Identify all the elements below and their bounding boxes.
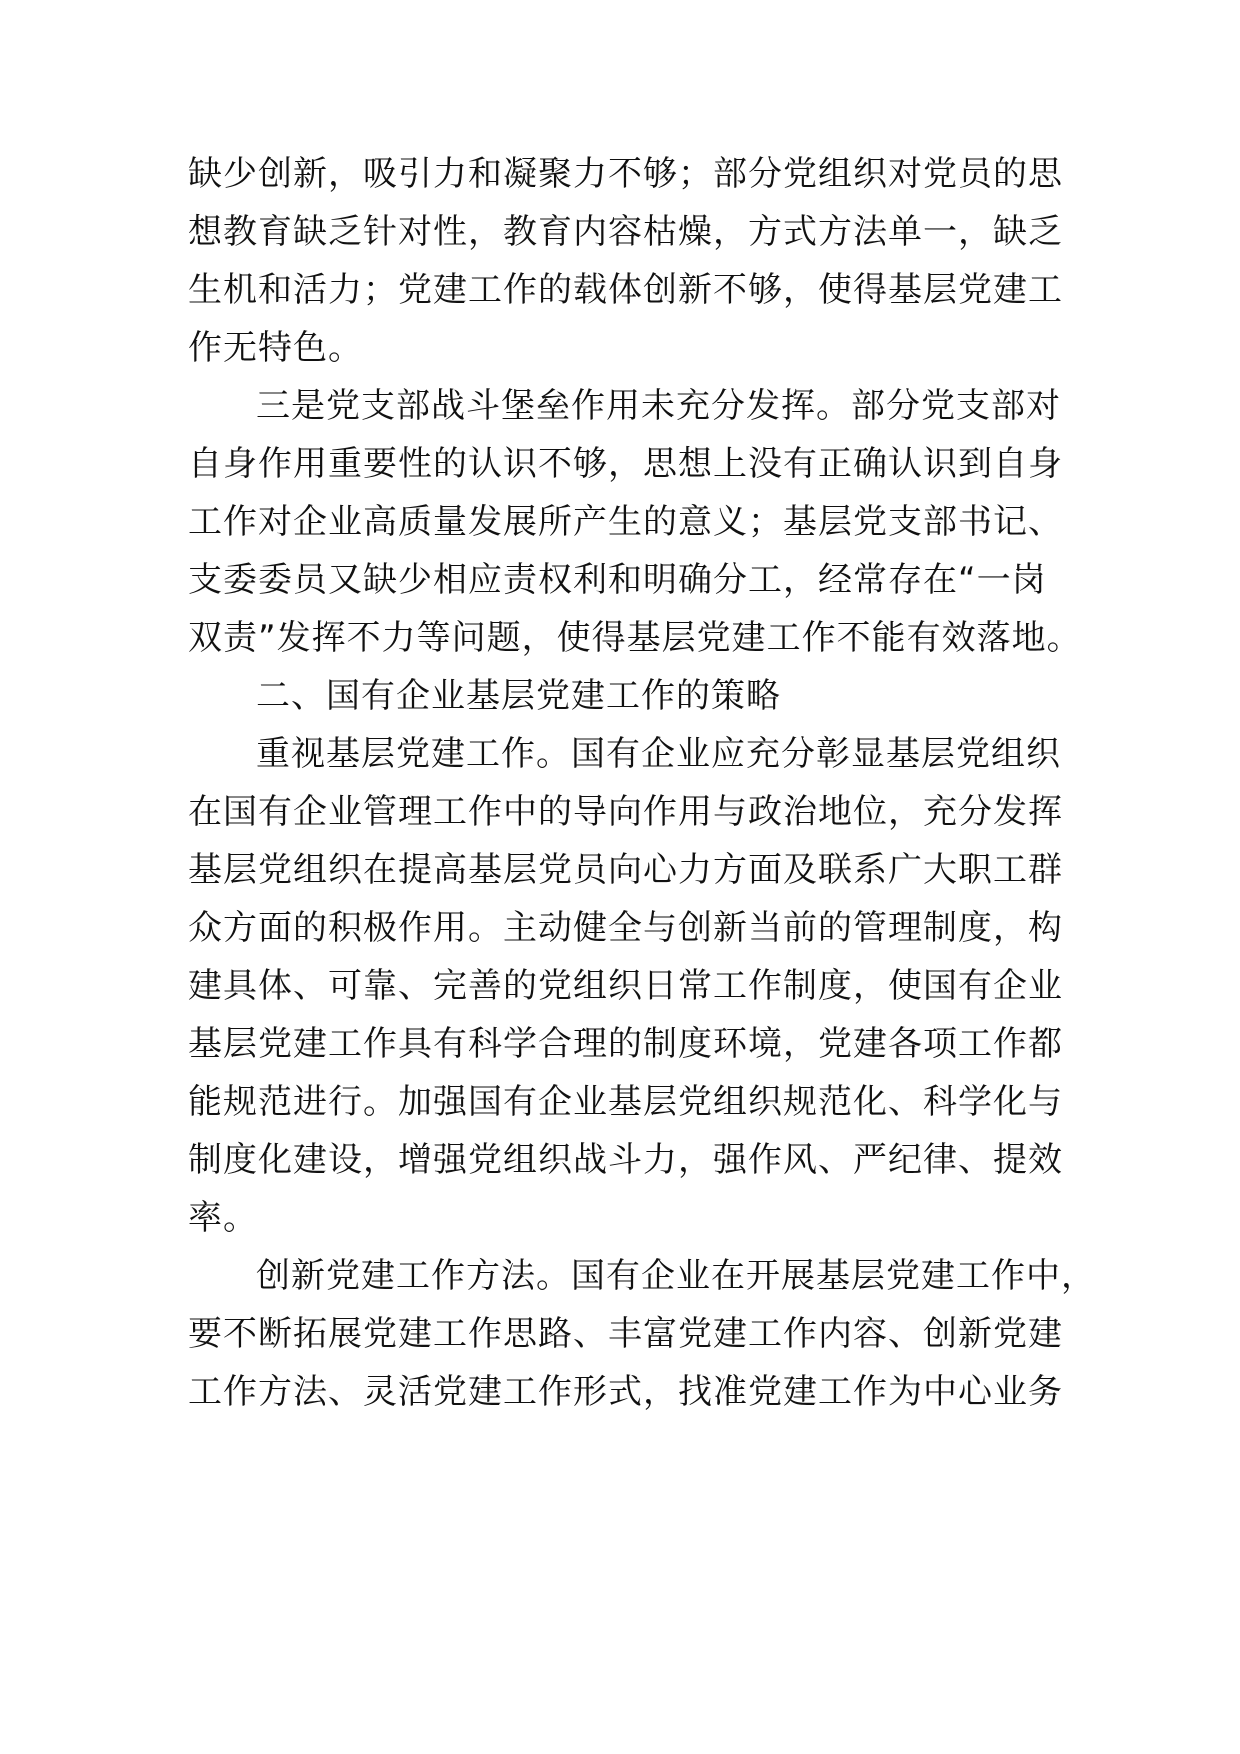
text-line: 想教育缺乏针对性，教育内容枯燥，方式方法单一，缺乏 — [188, 212, 1063, 252]
text-line: 基层党建工作具有科学合理的制度环境，党建各项工作都 — [188, 1024, 1063, 1064]
text-line: 基层党组织在提高基层党员向心力方面及联系广大职工群 — [188, 850, 1063, 890]
text-line: 制度化建设，增强党组织战斗力，强作风、严纪律、提效 — [188, 1140, 1063, 1180]
section-heading: 二、国有企业基层党建工作的策略 — [256, 676, 781, 716]
text-line: 率。 — [188, 1198, 258, 1238]
text-line: 缺少创新，吸引力和凝聚力不够；部分党组织对党员的思 — [188, 154, 1063, 194]
text-line: 支委委员又缺少相应责权利和明确分工，经常存在“一岗 — [188, 560, 1047, 600]
text-line: 生机和活力；党建工作的载体创新不够，使得基层党建工 — [188, 270, 1063, 310]
paragraph-start-line: 三是党支部战斗堡垒作用未充分发挥。部分党支部对 — [256, 386, 1061, 426]
text-line: 众方面的积极作用。主动健全与创新当前的管理制度，构 — [188, 908, 1063, 948]
text-line: 在国有企业管理工作中的导向作用与政治地位，充分发挥 — [188, 792, 1063, 832]
text-line: 工作方法、灵活党建工作形式，找准党建工作为中心业务 — [188, 1372, 1063, 1412]
paragraph-start-line: 重视基层党建工作。国有企业应充分彰显基层党组织 — [256, 734, 1061, 774]
text-line: 能规范进行。加强国有企业基层党组织规范化、科学化与 — [188, 1082, 1063, 1122]
paragraph-start-line: 创新党建工作方法。国有企业在开展基层党建工作中， — [256, 1256, 1096, 1296]
text-line: 双责”发挥不力等问题，使得基层党建工作不能有效落地。 — [188, 618, 1082, 658]
text-line: 自身作用重要性的认识不够，思想上没有正确认识到自身 — [188, 444, 1063, 484]
text-line: 作无特色。 — [188, 328, 363, 368]
text-line: 建具体、可靠、完善的党组织日常工作制度，使国有企业 — [188, 966, 1063, 1006]
text-line: 工作对企业高质量发展所产生的意义；基层党支部书记、 — [188, 502, 1063, 542]
text-line: 要不断拓展党建工作思路、丰富党建工作内容、创新党建 — [188, 1314, 1063, 1354]
